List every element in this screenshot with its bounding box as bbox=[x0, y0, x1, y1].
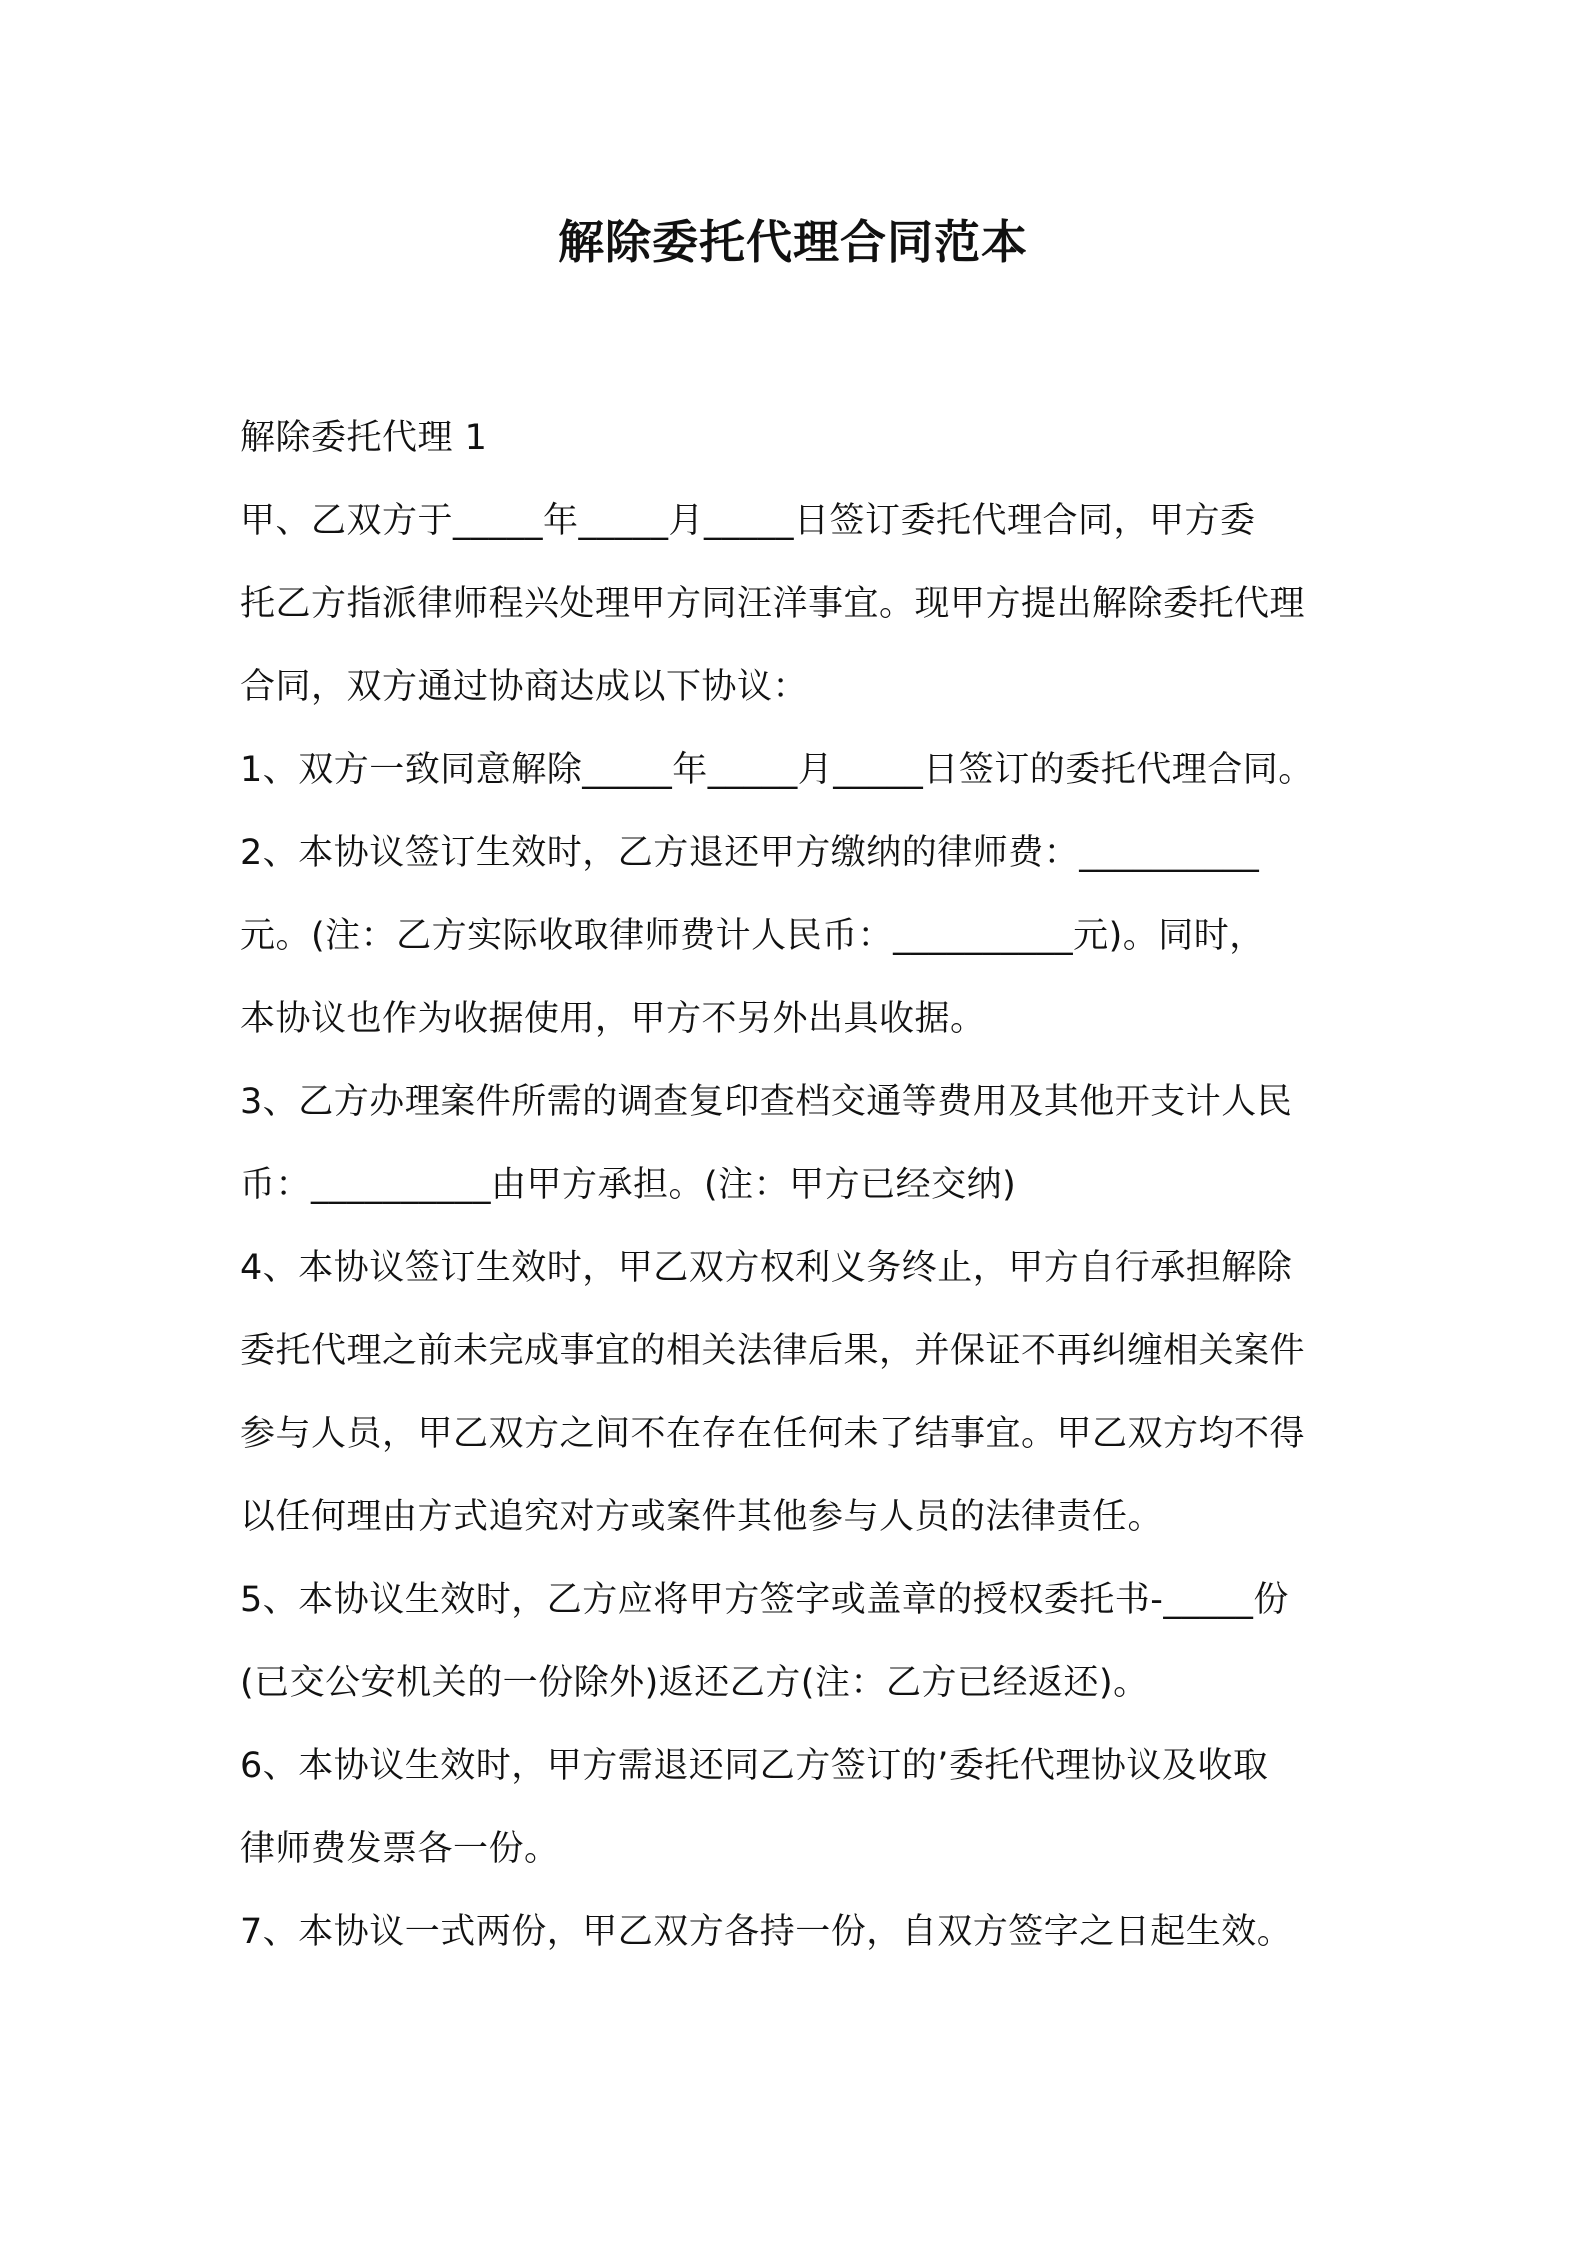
clause-2-line: 本协议也作为收据使用，甲方不另外出具收据。 bbox=[240, 999, 986, 1039]
clause-3-line: 币：__________由甲方承担。(注：甲方已经交纳) bbox=[240, 1165, 1017, 1205]
clause-1-line: 1、双方一致同意解除_____年_____月_____日签订的委托代理合同。 bbox=[240, 750, 1314, 790]
section-heading: 解除委托代理 1 bbox=[240, 418, 488, 458]
clause-6-line: 6、本协议生效时，甲方需退还同乙方签订的’委托代理协议及收取 bbox=[240, 1746, 1269, 1786]
clause-4-line: 以任何理由方式追究对方或案件其他参与人员的法律责任。 bbox=[240, 1497, 1164, 1537]
clause-2-line: 2、本协议签订生效时，乙方退还甲方缴纳的律师费：__________ bbox=[240, 833, 1260, 873]
clause-5-line: (已交公安机关的一份除外)返还乙方(注：乙方已经返还)。 bbox=[240, 1663, 1149, 1703]
clause-3-line: 3、乙方办理案件所需的调查复印查档交通等费用及其他开支计人民 bbox=[240, 1082, 1293, 1122]
clause-4-line: 4、本协议签订生效时，甲乙双方权利义务终止，甲方自行承担解除 bbox=[240, 1248, 1293, 1288]
clause-7-line: 7、本协议一式两份，甲乙双方各持一份，自双方签字之日起生效。 bbox=[240, 1912, 1293, 1952]
paragraph-line: 甲、乙双方于_____年_____月_____日签订委托代理合同，甲方委 bbox=[240, 501, 1256, 541]
paragraph-line: 合同，双方通过协商达成以下协议： bbox=[240, 667, 809, 707]
clause-6-line: 律师费发票各一份。 bbox=[240, 1829, 560, 1869]
document-title: 解除委托代理合同范本 bbox=[558, 215, 1028, 269]
clause-2-line: 元。(注：乙方实际收取律师费计人民币：__________元)。同时， bbox=[240, 916, 1265, 956]
clause-4-line: 参与人员，甲乙双方之间不在存在任何未了结事宜。甲乙双方均不得 bbox=[240, 1414, 1306, 1454]
document-body bbox=[240, 408, 1360, 1985]
clause-4-line: 委托代理之前未完成事宜的相关法律后果，并保证不再纠缠相关案件 bbox=[240, 1331, 1306, 1371]
paragraph-line: 托乙方指派律师程兴处理甲方同汪洋事宜。现甲方提出解除委托代理 bbox=[240, 584, 1306, 624]
clause-5-line: 5、本协议生效时，乙方应将甲方签字或盖章的授权委托书-_____份 bbox=[240, 1580, 1289, 1620]
